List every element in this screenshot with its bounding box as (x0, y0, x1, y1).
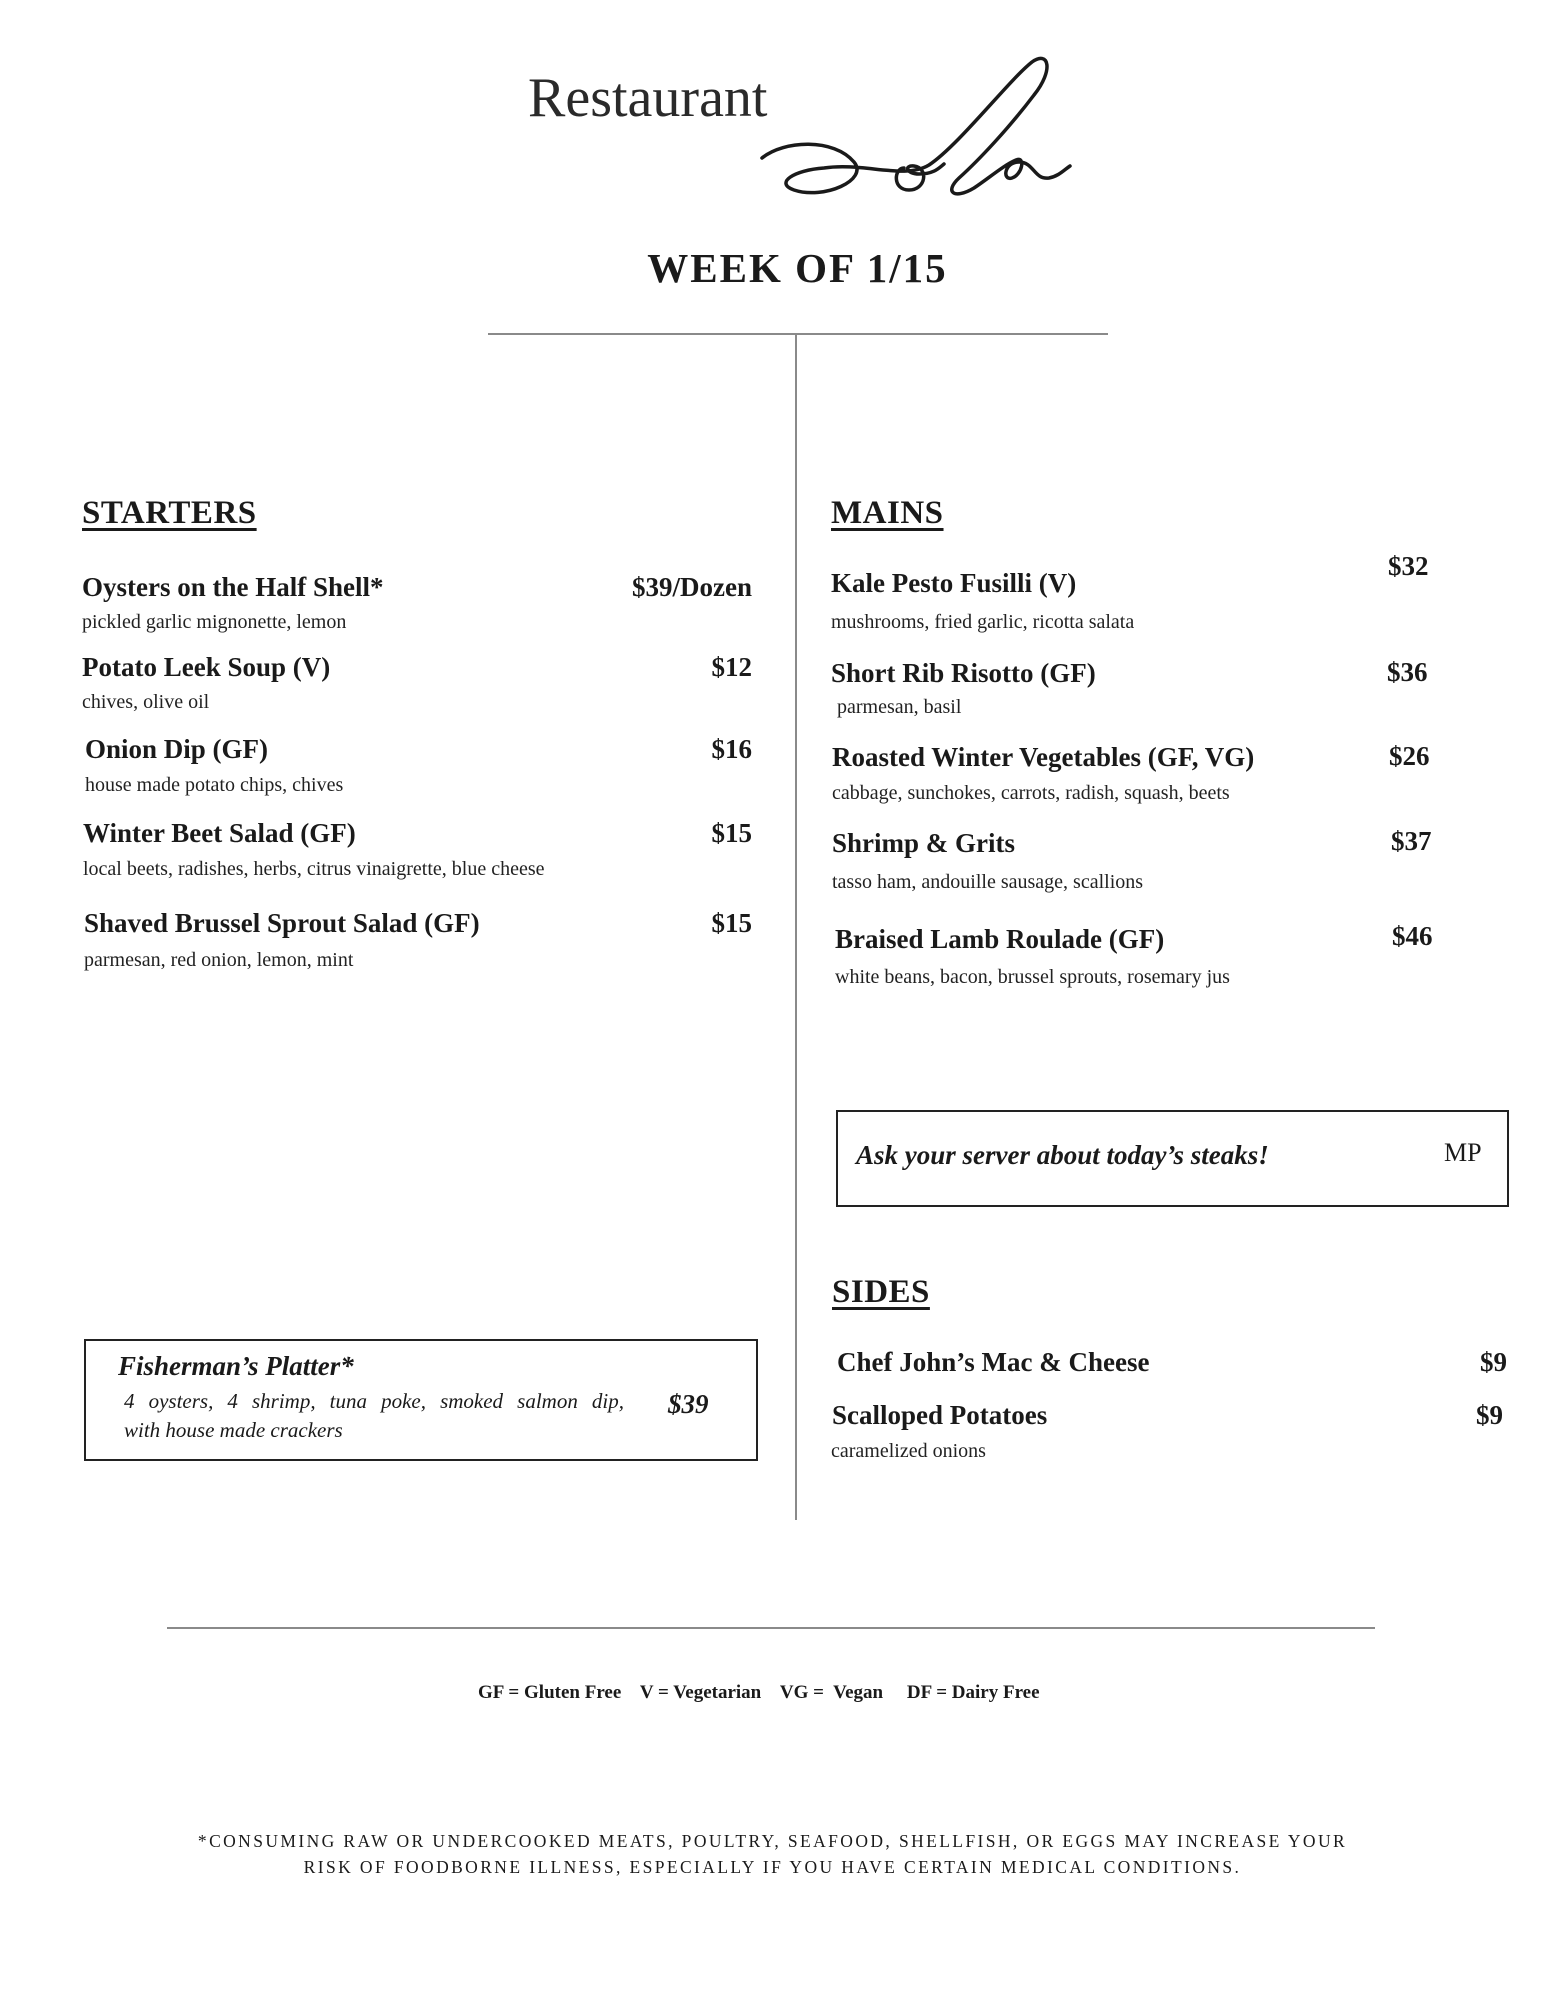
side-name: Scalloped Potatoes (832, 1400, 1048, 1430)
starter-price: $15 (711, 908, 752, 938)
sides-title: SIDES (832, 1274, 930, 1310)
platter-desc (124, 1387, 624, 1445)
starter-desc: pickled garlic mignonette, lemon (82, 611, 347, 633)
platter-desc-line: 4 oysters, 4 shrimp, tuna poke, smoked salmon dip, (124, 1389, 624, 1413)
main-desc: tasso ham, andouille sausage, scallions (832, 871, 1144, 893)
main-desc: parmesan, basil (837, 696, 962, 718)
starter-desc: local beets, radishes, herbs, citrus vinaigrette, blue cheese (83, 858, 545, 880)
health-disclaimer (0, 1828, 1545, 1880)
starters-title: STARTERS (82, 495, 257, 531)
mains-title: MAINS (831, 495, 944, 531)
starter-name: Shaved Brussel Sprout Salad (GF) (84, 908, 480, 938)
steaks-text: Ask your server about today’s steaks! (856, 1140, 1269, 1170)
starter-name: Oysters on the Half Shell* (82, 572, 384, 602)
main-price: $37 (1391, 826, 1432, 856)
main-price: $36 (1387, 657, 1428, 687)
side-price: $9 (1480, 1347, 1507, 1377)
side-desc: caramelized onions (831, 1440, 986, 1462)
main-name: Roasted Winter Vegetables (GF, VG) (832, 742, 1255, 772)
footer-divider (167, 1627, 1375, 1629)
logo-wordmark: Restaurant (528, 67, 768, 129)
column-divider (795, 334, 797, 1520)
main-price: $46 (1392, 921, 1433, 951)
steaks-price: MP (1444, 1138, 1482, 1167)
disclaimer-line: RISK OF FOODBORNE ILLNESS, ESPECIALLY IF YOU HAVE CERTAIN MEDICAL CONDITIONS. (303, 1857, 1242, 1877)
starter-desc: parmesan, red onion, lemon, mint (84, 949, 354, 971)
week-heading: WEEK OF 1/15 (647, 245, 948, 291)
starter-desc: house made potato chips, chives (85, 774, 344, 796)
starter-price: $12 (711, 652, 752, 682)
starter-desc: chives, olive oil (82, 691, 210, 713)
main-price: $32 (1388, 551, 1429, 581)
main-name: Kale Pesto Fusilli (V) (831, 568, 1077, 598)
platter-desc-line: with house made crackers (124, 1418, 343, 1442)
starter-name: Potato Leek Soup (V) (82, 652, 331, 682)
starter-price: $15 (711, 818, 752, 848)
disclaimer-line: *CONSUMING RAW OR UNDERCOOKED MEATS, POULTRY, SEAFOOD, SHELLFISH, OR EGGS MAY INCREASE YOUR (197, 1831, 1348, 1851)
platter-box (84, 1339, 758, 1461)
main-name: Shrimp & Grits (832, 828, 1016, 858)
main-desc: mushrooms, fried garlic, ricotta salata (831, 611, 1135, 633)
main-desc: white beans, bacon, brussel sprouts, rosemary jus (835, 966, 1230, 988)
logo-script (754, 50, 1074, 210)
side-price: $9 (1476, 1400, 1503, 1430)
logo-script-text: Lola (754, 50, 757, 51)
dietary-legend: GF = Gluten Free V = Vegetarian VG = Vegan DF = Dairy Free (478, 1682, 1040, 1703)
starter-name: Onion Dip (GF) (85, 734, 269, 764)
platter-price: $39 (668, 1389, 709, 1419)
starter-price: $16 (711, 734, 752, 764)
platter-title: Fisherman’s Platter* (118, 1351, 354, 1381)
header-divider (488, 333, 1108, 335)
steaks-box (836, 1110, 1509, 1207)
starter-price: $39/Dozen (632, 572, 752, 602)
side-name: Chef John’s Mac & Cheese (837, 1347, 1150, 1377)
main-desc: cabbage, sunchokes, carrots, radish, squash, beets (832, 782, 1230, 804)
main-name: Braised Lamb Roulade (GF) (835, 924, 1165, 954)
starter-name: Winter Beet Salad (GF) (83, 818, 356, 848)
main-price: $26 (1389, 741, 1430, 771)
main-name: Short Rib Risotto (GF) (831, 658, 1096, 688)
